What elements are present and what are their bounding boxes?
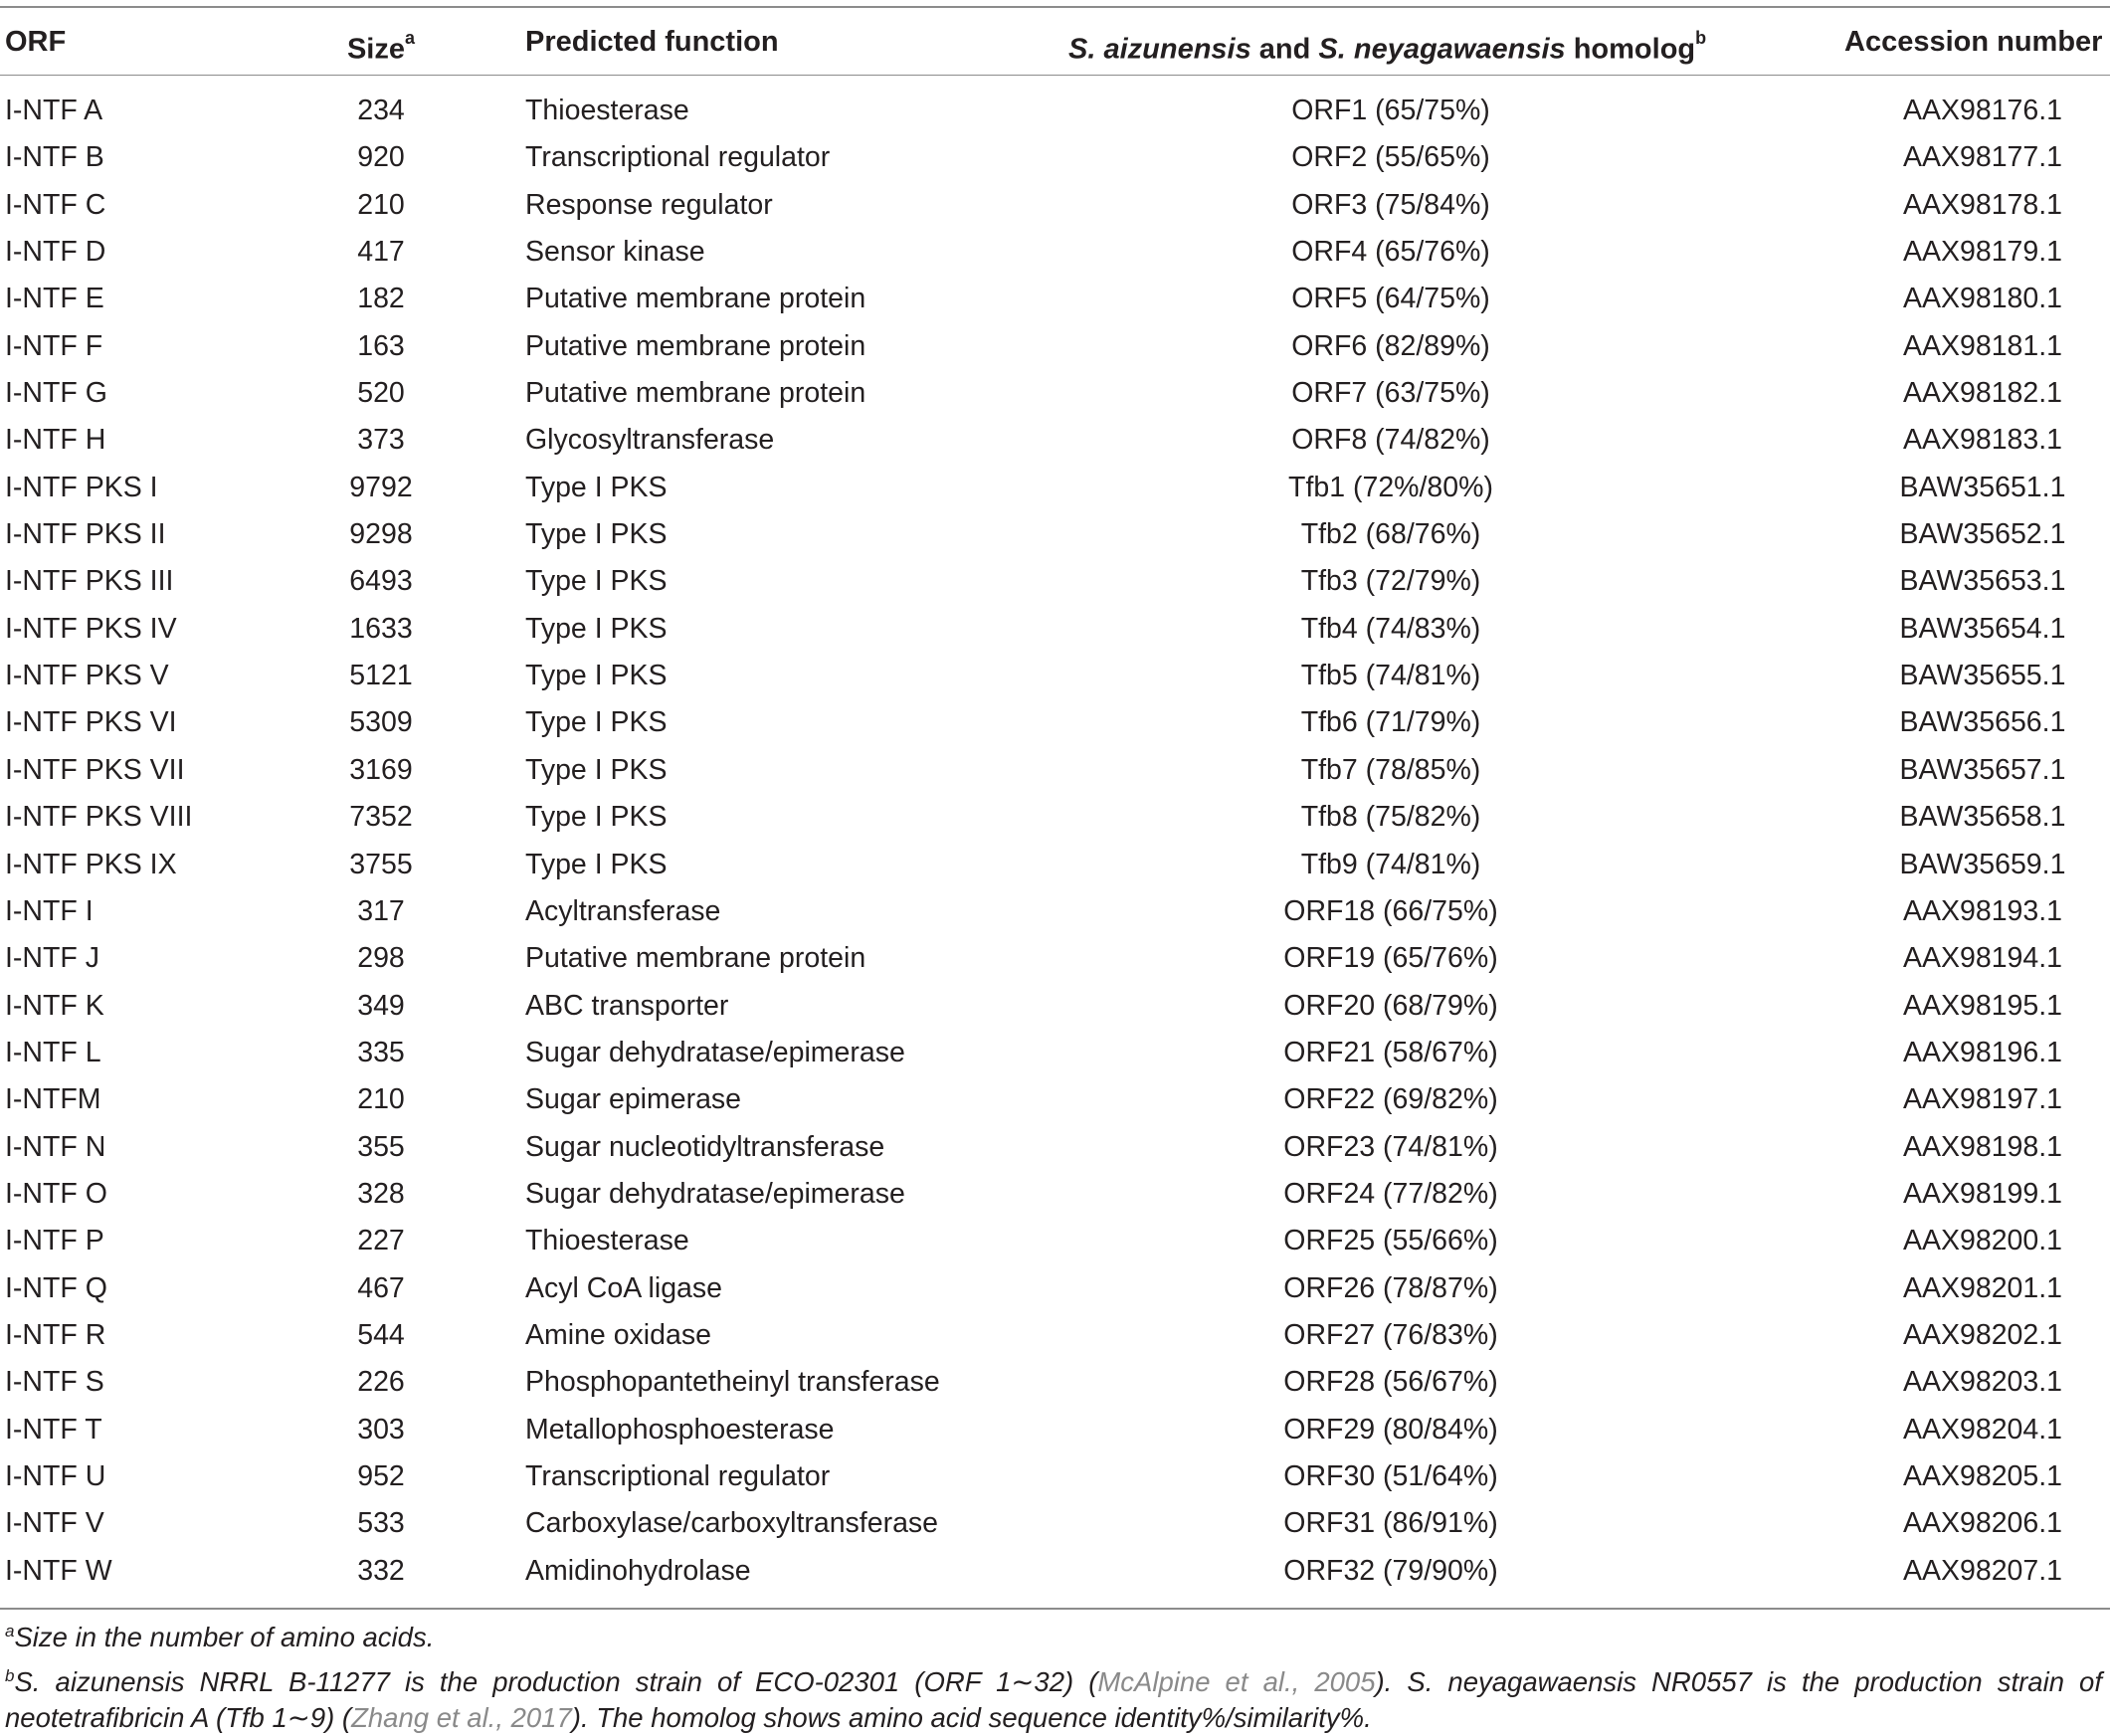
cell-function: Type I PKS: [525, 753, 668, 786]
cell-homolog: Tfb7 (78/85%): [1300, 753, 1481, 786]
table-row: [0, 417, 2110, 464]
table-row: [0, 370, 2110, 417]
cell-accession: AAX98178.1: [1902, 188, 2063, 221]
cell-homolog: ORF24 (77/82%): [1283, 1177, 1498, 1210]
table-row: [0, 1218, 2110, 1264]
citation-link[interactable]: Zhang et al., 2017: [351, 1702, 572, 1734]
table-row: [0, 888, 2110, 935]
table-row: [0, 935, 2110, 982]
cell-homolog: ORF18 (66/75%): [1283, 894, 1498, 927]
cell-size: 303: [357, 1413, 405, 1446]
cell-size: 3169: [349, 753, 413, 786]
cell-homolog: ORF2 (55/65%): [1291, 141, 1490, 174]
footnote-a: $^a$Size in the number of amino acids.: [5, 1622, 435, 1653]
cell-orf: I-NTFM: [5, 1083, 101, 1116]
table-row: [0, 323, 2110, 370]
cell-homolog: Tfb5 (74/81%): [1300, 660, 1481, 692]
cell-orf: I-NTF S: [5, 1366, 104, 1399]
cell-homolog: ORF20 (68/79%): [1283, 989, 1498, 1022]
cell-size: 467: [357, 1271, 405, 1304]
header-function: Predicted function: [525, 26, 779, 58]
cell-size: 355: [357, 1130, 405, 1163]
cell-homolog: Tfb9 (74/81%): [1300, 848, 1481, 880]
cell-accession: AAX98198.1: [1902, 1130, 2063, 1163]
cell-orf: I-NTF C: [5, 188, 106, 221]
cell-size: 328: [357, 1177, 405, 1210]
cell-orf: I-NTF O: [5, 1177, 107, 1210]
cell-orf: I-NTF B: [5, 141, 104, 174]
cell-size: 9298: [349, 518, 413, 551]
cell-orf: I-NTF L: [5, 1036, 101, 1068]
cell-size: 226: [357, 1366, 405, 1399]
cell-size: 227: [357, 1225, 405, 1257]
cell-size: 163: [357, 329, 405, 362]
table-row: [0, 134, 2110, 181]
cell-size: 1633: [349, 612, 413, 645]
cell-function: Phosphopantetheinyl transferase: [525, 1366, 940, 1399]
cell-function: Transcriptional regulator: [525, 141, 831, 174]
cell-orf: I-NTF PKS VII: [5, 753, 185, 786]
table-row: [0, 1500, 2110, 1547]
cell-orf: I-NTF E: [5, 283, 104, 315]
cell-homolog: ORF5 (64/75%): [1291, 283, 1490, 315]
table-row: [0, 1453, 2110, 1500]
table-row: [0, 1359, 2110, 1406]
cell-accession: AAX98176.1: [1902, 95, 2063, 126]
table-body: [0, 88, 2110, 1595]
cell-accession: AAX98204.1: [1902, 1413, 2063, 1446]
table-row: [0, 511, 2110, 558]
header-size: Size$^a$: [346, 28, 416, 66]
cell-accession: AAX98203.1: [1902, 1366, 2063, 1399]
cell-function: Type I PKS: [525, 612, 668, 645]
cell-size: 182: [357, 283, 405, 315]
cell-accession: BAW35653.1: [1899, 565, 2066, 598]
cell-function: Thioesterase: [525, 95, 689, 126]
cell-size: 298: [357, 942, 405, 975]
cell-homolog: ORF31 (86/91%): [1283, 1507, 1498, 1540]
cell-orf: I-NTF W: [5, 1554, 112, 1587]
cell-orf: I-NTF I: [5, 894, 94, 927]
cell-function: Putative membrane protein: [525, 283, 866, 315]
citation-link[interactable]: McAlpine et al., 2005: [1097, 1666, 1376, 1698]
cell-orf: I-NTF PKS VI: [5, 706, 177, 739]
header-accession: Accession number: [1844, 26, 2103, 58]
cell-function: Type I PKS: [525, 706, 668, 739]
cell-accession: AAX98181.1: [1902, 329, 2063, 362]
cell-accession: BAW35655.1: [1899, 660, 2066, 692]
cell-orf: I-NTF Q: [5, 1271, 107, 1304]
cell-size: 210: [357, 1083, 405, 1116]
cell-homolog: Tfb4 (74/83%): [1300, 612, 1481, 645]
cell-size: 3755: [349, 848, 413, 880]
cell-function: Amine oxidase: [525, 1318, 711, 1351]
cell-size: 417: [357, 236, 405, 269]
cell-function: Putative membrane protein: [525, 329, 866, 362]
cell-homolog: Tfb1 (72%/80%): [1288, 471, 1493, 503]
cell-accession: AAX98205.1: [1902, 1459, 2063, 1492]
cell-homolog: Tfb8 (75/82%): [1300, 801, 1481, 834]
cell-function: Putative membrane protein: [525, 942, 866, 975]
cell-homolog: ORF29 (80/84%): [1283, 1413, 1498, 1446]
cell-size: 952: [357, 1459, 405, 1492]
table-row: [0, 1030, 2110, 1076]
cell-homolog: ORF27 (76/83%): [1283, 1318, 1498, 1351]
cell-accession: AAX98179.1: [1902, 236, 2063, 269]
cell-function: Transcriptional regulator: [525, 1459, 831, 1492]
cell-homolog: Tfb2 (68/76%): [1300, 518, 1481, 551]
table-row: [0, 1407, 2110, 1453]
cell-size: 533: [357, 1507, 405, 1540]
table-row: [0, 1171, 2110, 1218]
cell-homolog: Tfb6 (71/79%): [1300, 706, 1481, 739]
cell-size: 7352: [349, 801, 413, 834]
table-row: [0, 88, 2110, 134]
cell-orf: I-NTF U: [5, 1459, 106, 1492]
cell-accession: AAX98200.1: [1902, 1225, 2063, 1257]
cell-homolog: ORF32 (79/90%): [1283, 1554, 1498, 1587]
cell-orf: I-NTF G: [5, 377, 107, 410]
cell-orf: I-NTF A: [5, 95, 103, 126]
header-homolog: S. aizunensis and S. neyagawaensis homolog$^b$: [1068, 28, 1707, 66]
cell-accession: BAW35651.1: [1899, 471, 2066, 503]
cell-accession: AAX98194.1: [1902, 942, 2063, 975]
cell-orf: I-NTF F: [5, 329, 103, 362]
cell-accession: AAX98180.1: [1902, 283, 2063, 315]
table-row: [0, 182, 2110, 229]
cell-orf: I-NTF N: [5, 1130, 106, 1163]
table-row: [0, 1124, 2110, 1171]
cell-homolog: ORF3 (75/84%): [1291, 188, 1490, 221]
cell-size: 373: [357, 424, 405, 457]
table-row: [0, 1265, 2110, 1312]
table-row: [0, 1076, 2110, 1123]
table-row: [0, 276, 2110, 322]
cell-orf: I-NTF D: [5, 236, 106, 269]
cell-orf: I-NTF V: [5, 1507, 104, 1540]
cell-function: Response regulator: [525, 188, 773, 221]
footnote-b: $^b$S. aizunensis NRRL B-11277 is the production strain of ECO-02301 (ORF 1∼32) (McAlpine et al., 2005). S. neyagawaensis NR0557 is the production strain of neotetrafibricin A (Tfb 1∼9) (Zhang et al., 2017). The homolog shows amino acid sequence identity%/similarity%.: [5, 1666, 2102, 1734]
cell-size: 544: [357, 1318, 405, 1351]
cell-function: Putative membrane protein: [525, 377, 866, 410]
bottom-rule: [0, 1608, 2110, 1610]
cell-size: 6493: [349, 565, 413, 598]
table-row: [0, 747, 2110, 794]
cell-accession: BAW35659.1: [1899, 848, 2066, 880]
cell-orf: I-NTF PKS III: [5, 565, 174, 598]
cell-accession: AAX98207.1: [1902, 1554, 2063, 1587]
cell-homolog: ORF28 (56/67%): [1283, 1366, 1498, 1399]
table-row: [0, 699, 2110, 746]
header-orf: ORF: [5, 26, 67, 58]
table-row: [0, 229, 2110, 276]
cell-accession: AAX98206.1: [1902, 1507, 2063, 1540]
cell-accession: AAX98199.1: [1902, 1177, 2063, 1210]
table-row: [0, 794, 2110, 841]
cell-function: Thioesterase: [525, 1225, 689, 1257]
cell-size: 332: [357, 1554, 405, 1587]
cell-function: Acyltransferase: [525, 894, 721, 927]
cell-homolog: ORF21 (58/67%): [1283, 1036, 1498, 1068]
cell-size: 5309: [349, 706, 413, 739]
cell-accession: AAX98201.1: [1902, 1271, 2063, 1304]
table-row: [0, 842, 2110, 888]
table-row: [0, 1548, 2110, 1595]
cell-accession: BAW35656.1: [1899, 706, 2066, 739]
table-row: [0, 653, 2110, 699]
cell-accession: AAX98193.1: [1902, 894, 2063, 927]
cell-function: Acyl CoA ligase: [525, 1271, 723, 1304]
cell-function: Type I PKS: [525, 518, 668, 551]
cell-homolog: ORF19 (65/76%): [1283, 942, 1498, 975]
cell-accession: BAW35654.1: [1899, 612, 2066, 645]
cell-accession: BAW35652.1: [1899, 518, 2066, 551]
table-row: [0, 558, 2110, 605]
cell-homolog: ORF8 (74/82%): [1291, 424, 1490, 457]
cell-accession: AAX98183.1: [1902, 424, 2063, 457]
cell-homolog: ORF6 (82/89%): [1291, 329, 1490, 362]
cell-orf: I-NTF P: [5, 1225, 104, 1257]
cell-orf: I-NTF PKS VIII: [5, 801, 193, 834]
cell-accession: AAX98182.1: [1902, 377, 2063, 410]
cell-orf: I-NTF R: [5, 1318, 106, 1351]
table-row: [0, 465, 2110, 511]
cell-function: Type I PKS: [525, 565, 668, 598]
table-row: [0, 1312, 2110, 1359]
cell-accession: BAW35657.1: [1899, 753, 2066, 786]
cell-size: 9792: [349, 471, 413, 503]
cell-accession: BAW35658.1: [1899, 801, 2066, 834]
cell-orf: I-NTF T: [5, 1413, 102, 1446]
cell-homolog: ORF30 (51/64%): [1283, 1459, 1498, 1492]
cell-size: 317: [357, 894, 405, 927]
cell-function: ABC transporter: [525, 989, 729, 1022]
cell-size: 520: [357, 377, 405, 410]
cell-function: Metallophosphoesterase: [525, 1413, 835, 1446]
cell-orf: I-NTF PKS V: [5, 660, 169, 692]
cell-function: Sugar dehydratase/epimerase: [525, 1177, 905, 1210]
cell-function: Sensor kinase: [525, 236, 705, 269]
cell-function: Sugar nucleotidyltransferase: [525, 1130, 885, 1163]
cell-orf: I-NTF H: [5, 424, 106, 457]
cell-size: 920: [357, 141, 405, 174]
cell-orf: I-NTF J: [5, 942, 99, 975]
cell-orf: I-NTF PKS I: [5, 471, 158, 503]
cell-homolog: ORF7 (63/75%): [1291, 377, 1490, 410]
cell-homolog: ORF23 (74/81%): [1283, 1130, 1498, 1163]
cell-function: Glycosyltransferase: [525, 424, 775, 457]
cell-homolog: ORF22 (69/82%): [1283, 1083, 1498, 1116]
cell-homolog: Tfb3 (72/79%): [1300, 565, 1481, 598]
cell-accession: AAX98196.1: [1902, 1036, 2063, 1068]
cell-orf: I-NTF PKS IV: [5, 612, 177, 645]
cell-function: Type I PKS: [525, 848, 668, 880]
header-rule: [0, 75, 2110, 76]
cell-accession: AAX98195.1: [1902, 989, 2063, 1022]
cell-function: Sugar dehydratase/epimerase: [525, 1036, 905, 1068]
cell-size: 335: [357, 1036, 405, 1068]
cell-accession: AAX98177.1: [1902, 141, 2063, 174]
cell-size: 210: [357, 188, 405, 221]
cell-function: Sugar epimerase: [525, 1083, 742, 1116]
top-rule: [0, 6, 2110, 8]
cell-orf: I-NTF PKS II: [5, 518, 166, 551]
table-row: [0, 983, 2110, 1030]
cell-orf: I-NTF K: [5, 989, 104, 1022]
cell-homolog: ORF1 (65/75%): [1291, 95, 1490, 126]
cell-size: 349: [357, 989, 405, 1022]
cell-size: 234: [357, 95, 405, 126]
cell-accession: AAX98202.1: [1902, 1318, 2063, 1351]
cell-function: Type I PKS: [525, 471, 668, 503]
cell-orf: I-NTF PKS IX: [5, 848, 177, 880]
cell-homolog: ORF4 (65/76%): [1291, 236, 1490, 269]
cell-function: Type I PKS: [525, 660, 668, 692]
cell-accession: AAX98197.1: [1902, 1083, 2063, 1116]
cell-size: 5121: [349, 660, 413, 692]
cell-function: Amidinohydrolase: [525, 1554, 751, 1587]
cell-homolog: ORF26 (78/87%): [1283, 1271, 1498, 1304]
table-row: [0, 606, 2110, 653]
cell-homolog: ORF25 (55/66%): [1283, 1225, 1498, 1257]
cell-function: Type I PKS: [525, 801, 668, 834]
cell-function: Carboxylase/carboxyltransferase: [525, 1507, 939, 1540]
